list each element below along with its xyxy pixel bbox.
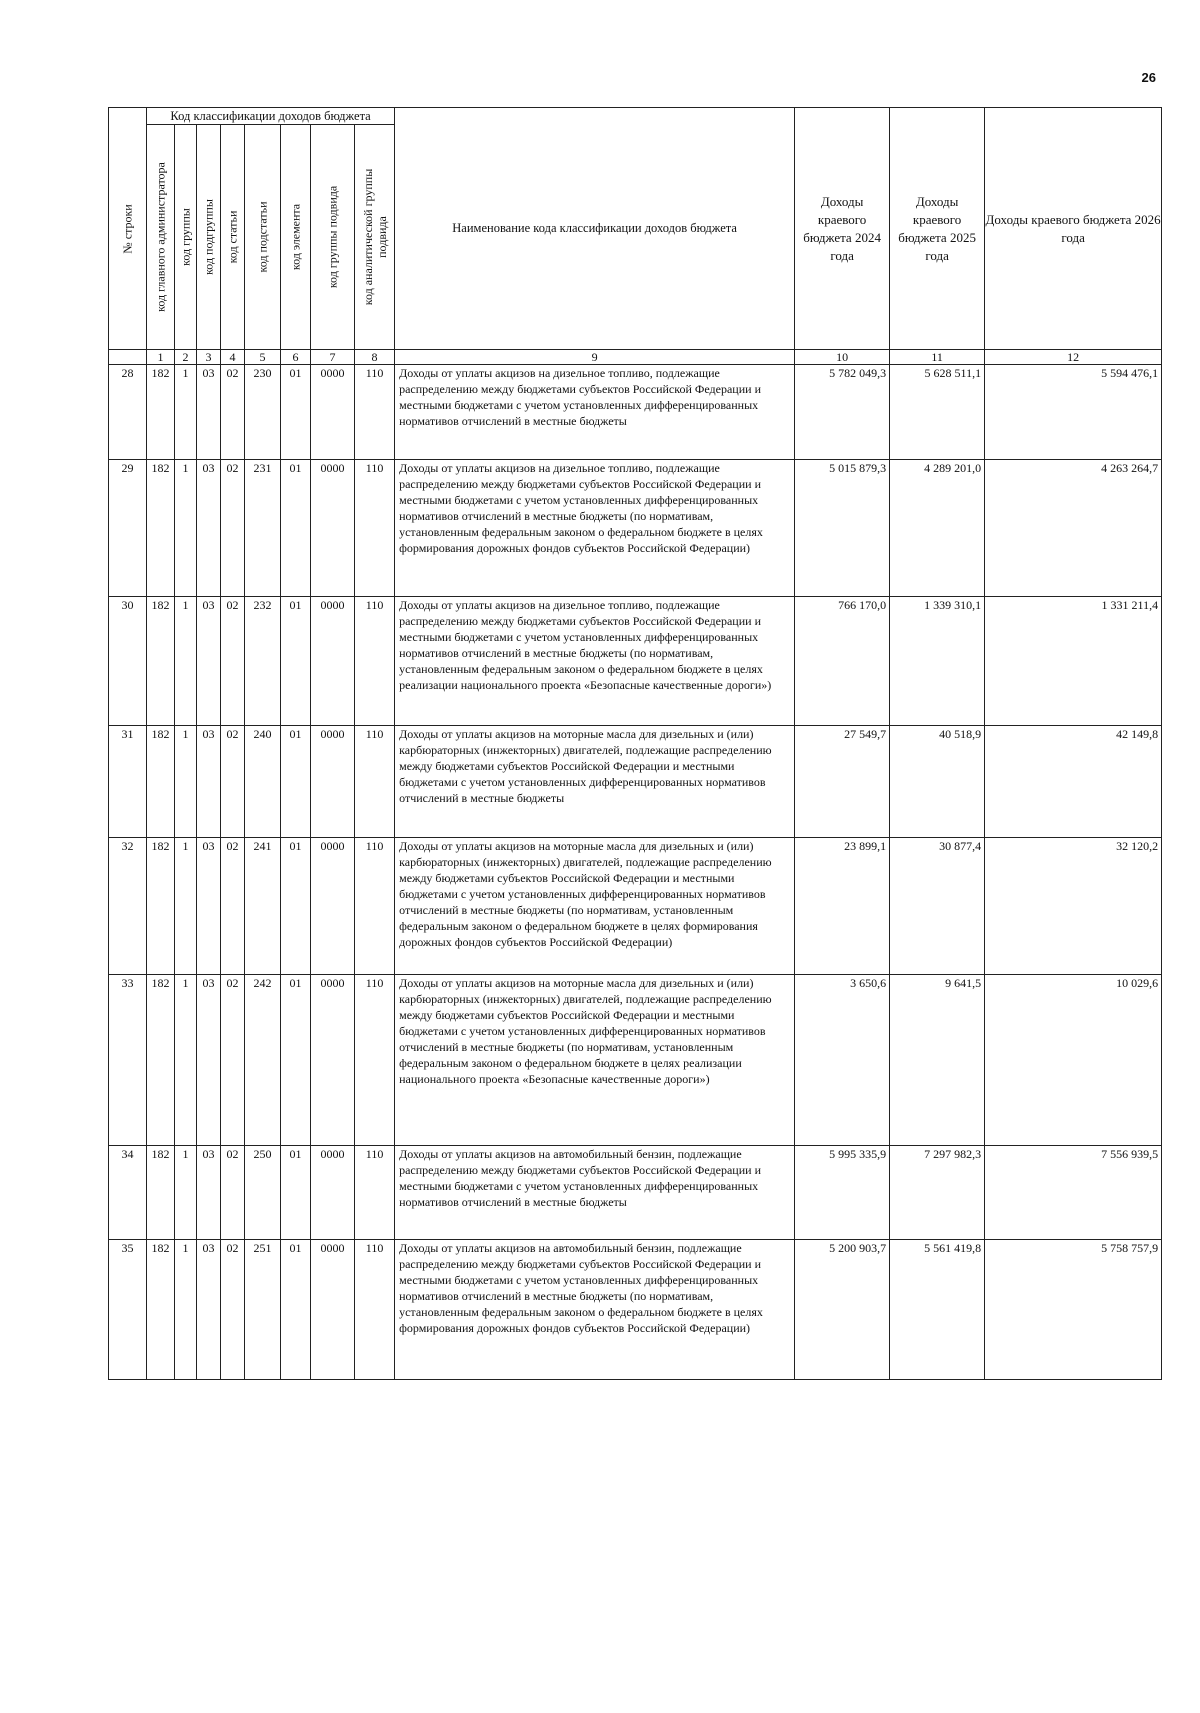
header-year-2024: Доходы краевого бюджета 2024 года <box>795 108 890 350</box>
amount-2026-cell: 7 556 939,5 <box>985 1146 1162 1240</box>
header-code-element: код элемента <box>281 125 311 350</box>
amount-2026-cell: 4 263 264,7 <box>985 460 1162 597</box>
subtype-group-code-cell: 0000 <box>311 726 355 838</box>
element-code-cell: 01 <box>281 1240 311 1380</box>
admin-code-cell: 182 <box>147 1146 175 1240</box>
table-row <box>109 597 1162 726</box>
article-code-cell: 02 <box>221 1240 245 1380</box>
column-number: 12 <box>985 350 1162 365</box>
revenue-name-cell: Доходы от уплаты акцизов на моторные масла для дизельных и (или) карбюраторных (инжекторных) двигателей, подлежащие распределению между бюджетами субъектов Российской Федерации и местными бюджетами с учетом установленных дифференцированных нормативов отчислений в местные бюджеты <box>395 726 795 838</box>
amount-2026-cell: 10 029,6 <box>985 975 1162 1146</box>
element-code-cell: 01 <box>281 726 311 838</box>
subgroup-code-cell: 03 <box>197 1146 221 1240</box>
table-row <box>109 838 1162 975</box>
page-number: 26 <box>1141 70 1156 85</box>
header-code-subarticle: код подстатьи <box>245 125 281 350</box>
row-number-cell: 30 <box>109 597 147 726</box>
table-row <box>109 460 1162 597</box>
admin-code-cell: 182 <box>147 726 175 838</box>
header-classification-group: Код классификации доходов бюджета <box>147 108 395 125</box>
admin-code-cell: 182 <box>147 365 175 460</box>
row-number-cell: 28 <box>109 365 147 460</box>
revenue-name-cell: Доходы от уплаты акцизов на дизельное топливо, подлежащие распределению между бюджетами субъектов Российской Федерации и местными бюджетами с учетом установленных дифференцированных нормативов отчислений в местные бюджеты (по нормативам, установленным федеральным законом о федеральном бюджете в целях реализации национального проекта «Безопасные качественные дороги») <box>395 597 795 726</box>
revenue-name-cell: Доходы от уплаты акцизов на автомобильный бензин, подлежащие распределению между бюджетами субъектов Российской Федерации и местными бюджетами с учетом установленных дифференцированных нормативов отчислений в местные бюджеты (по нормативам, установленным федеральным законом о федеральном бюджете в целях формирования дорожных фондов субъектов Российской Федерации) <box>395 1240 795 1380</box>
subgroup-code-cell: 03 <box>197 365 221 460</box>
header-code-group: код группы <box>175 125 197 350</box>
analytic-group-code-cell: 110 <box>355 838 395 975</box>
article-code-cell: 02 <box>221 365 245 460</box>
article-code-cell: 02 <box>221 726 245 838</box>
row-number-cell: 32 <box>109 838 147 975</box>
subgroup-code-cell: 03 <box>197 1240 221 1380</box>
amount-2024-cell: 766 170,0 <box>795 597 890 726</box>
table-row <box>109 1146 1162 1240</box>
amount-2024-cell: 5 995 335,9 <box>795 1146 890 1240</box>
amount-2025-cell: 40 518,9 <box>890 726 985 838</box>
amount-2024-cell: 5 015 879,3 <box>795 460 890 597</box>
analytic-group-code-cell: 110 <box>355 597 395 726</box>
analytic-group-code-cell: 110 <box>355 1146 395 1240</box>
element-code-cell: 01 <box>281 597 311 726</box>
admin-code-cell: 182 <box>147 838 175 975</box>
column-number: 6 <box>281 350 311 365</box>
subarticle-code-cell: 230 <box>245 365 281 460</box>
amount-2026-cell: 32 120,2 <box>985 838 1162 975</box>
subarticle-code-cell: 240 <box>245 726 281 838</box>
subarticle-code-cell: 231 <box>245 460 281 597</box>
row-number-cell: 31 <box>109 726 147 838</box>
article-code-cell: 02 <box>221 838 245 975</box>
header-code-article: код статьи <box>221 125 245 350</box>
amount-2024-cell: 5 200 903,7 <box>795 1240 890 1380</box>
amount-2025-cell: 30 877,4 <box>890 838 985 975</box>
row-number-cell: 35 <box>109 1240 147 1380</box>
admin-code-cell: 182 <box>147 975 175 1146</box>
column-number-row <box>109 350 1162 365</box>
admin-code-cell: 182 <box>147 597 175 726</box>
amount-2024-cell: 5 782 049,3 <box>795 365 890 460</box>
amount-2025-cell: 4 289 201,0 <box>890 460 985 597</box>
subgroup-code-cell: 03 <box>197 597 221 726</box>
column-number: 8 <box>355 350 395 365</box>
subarticle-code-cell: 251 <box>245 1240 281 1380</box>
element-code-cell: 01 <box>281 460 311 597</box>
amount-2026-cell: 1 331 211,4 <box>985 597 1162 726</box>
amount-2026-cell: 5 594 476,1 <box>985 365 1162 460</box>
table-row <box>109 365 1162 460</box>
subgroup-code-cell: 03 <box>197 726 221 838</box>
amount-2025-cell: 5 561 419,8 <box>890 1240 985 1380</box>
amount-2025-cell: 1 339 310,1 <box>890 597 985 726</box>
subarticle-code-cell: 250 <box>245 1146 281 1240</box>
amount-2025-cell: 5 628 511,1 <box>890 365 985 460</box>
revenue-name-cell: Доходы от уплаты акцизов на дизельное топливо, подлежащие распределению между бюджетами субъектов Российской Федерации и местными бюджетами с учетом установленных дифференцированных нормативов отчислений в местные бюджеты <box>395 365 795 460</box>
subtype-group-code-cell: 0000 <box>311 1146 355 1240</box>
row-number-cell: 34 <box>109 1146 147 1240</box>
column-number <box>109 350 147 365</box>
group-code-cell: 1 <box>175 460 197 597</box>
column-number: 7 <box>311 350 355 365</box>
column-number: 5 <box>245 350 281 365</box>
table-row <box>109 975 1162 1146</box>
subarticle-code-cell: 242 <box>245 975 281 1146</box>
element-code-cell: 01 <box>281 838 311 975</box>
subtype-group-code-cell: 0000 <box>311 838 355 975</box>
subarticle-code-cell: 232 <box>245 597 281 726</box>
header-year-2026: Доходы краевого бюджета 2026 года <box>985 108 1162 350</box>
article-code-cell: 02 <box>221 1146 245 1240</box>
amount-2024-cell: 23 899,1 <box>795 838 890 975</box>
amount-2025-cell: 9 641,5 <box>890 975 985 1146</box>
header-code-subtype-group: код группы подвида <box>311 125 355 350</box>
column-number: 3 <box>197 350 221 365</box>
group-code-cell: 1 <box>175 1240 197 1380</box>
revenue-name-cell: Доходы от уплаты акцизов на дизельное топливо, подлежащие распределению между бюджетами субъектов Российской Федерации и местными бюджетами с учетом установленных дифференцированных нормативов отчислений в местные бюджеты (по нормативам, установленным федеральным законом о федеральном бюджете в целях формирования дорожных фондов субъектов Российской Федерации) <box>395 460 795 597</box>
budget-revenue-table <box>108 107 1162 1380</box>
group-code-cell: 1 <box>175 1146 197 1240</box>
header-code-analytic-group: код аналитической группы подвида <box>355 125 395 350</box>
group-code-cell: 1 <box>175 597 197 726</box>
article-code-cell: 02 <box>221 597 245 726</box>
subarticle-code-cell: 241 <box>245 838 281 975</box>
subtype-group-code-cell: 0000 <box>311 1240 355 1380</box>
row-number-cell: 33 <box>109 975 147 1146</box>
analytic-group-code-cell: 110 <box>355 726 395 838</box>
element-code-cell: 01 <box>281 1146 311 1240</box>
header-row-number: № строки <box>109 108 147 350</box>
article-code-cell: 02 <box>221 975 245 1146</box>
header-code-admin: код главного администратора <box>147 125 175 350</box>
header-year-2025: Доходы краевого бюджета 2025 года <box>890 108 985 350</box>
amount-2026-cell: 5 758 757,9 <box>985 1240 1162 1380</box>
table-row <box>109 726 1162 838</box>
element-code-cell: 01 <box>281 365 311 460</box>
amount-2025-cell: 7 297 982,3 <box>890 1146 985 1240</box>
subgroup-code-cell: 03 <box>197 838 221 975</box>
subtype-group-code-cell: 0000 <box>311 975 355 1146</box>
subgroup-code-cell: 03 <box>197 975 221 1146</box>
amount-2024-cell: 27 549,7 <box>795 726 890 838</box>
column-number: 4 <box>221 350 245 365</box>
subtype-group-code-cell: 0000 <box>311 365 355 460</box>
analytic-group-code-cell: 110 <box>355 365 395 460</box>
amount-2024-cell: 3 650,6 <box>795 975 890 1146</box>
revenue-name-cell: Доходы от уплаты акцизов на автомобильный бензин, подлежащие распределению между бюджетами субъектов Российской Федерации и местными бюджетами с учетом установленных дифференцированных нормативов отчислений в местные бюджеты <box>395 1146 795 1240</box>
amount-2026-cell: 42 149,8 <box>985 726 1162 838</box>
group-code-cell: 1 <box>175 365 197 460</box>
revenue-name-cell: Доходы от уплаты акцизов на моторные масла для дизельных и (или) карбюраторных (инжекторных) двигателей, подлежащие распределению между бюджетами субъектов Российской Федерации и местными бюджетами с учетом установленных дифференцированных нормативов отчислений в местные бюджеты (по нормативам, установленным федеральным законом о федеральном бюджете в целях реализации национального проекта «Безопасные качественные дороги») <box>395 975 795 1146</box>
column-number: 11 <box>890 350 985 365</box>
row-number-cell: 29 <box>109 460 147 597</box>
article-code-cell: 02 <box>221 460 245 597</box>
admin-code-cell: 182 <box>147 1240 175 1380</box>
column-number: 9 <box>395 350 795 365</box>
subtype-group-code-cell: 0000 <box>311 460 355 597</box>
subgroup-code-cell: 03 <box>197 460 221 597</box>
group-code-cell: 1 <box>175 726 197 838</box>
element-code-cell: 01 <box>281 975 311 1146</box>
group-code-cell: 1 <box>175 975 197 1146</box>
analytic-group-code-cell: 110 <box>355 975 395 1146</box>
header-name: Наименование кода классификации доходов бюджета <box>395 108 795 350</box>
admin-code-cell: 182 <box>147 460 175 597</box>
analytic-group-code-cell: 110 <box>355 460 395 597</box>
column-number: 1 <box>147 350 175 365</box>
revenue-name-cell: Доходы от уплаты акцизов на моторные масла для дизельных и (или) карбюраторных (инжекторных) двигателей, подлежащие распределению между бюджетами субъектов Российской Федерации и местными бюджетами с учетом установленных дифференцированных нормативов отчислений в местные бюджеты (по нормативам, установленным федеральным законом о федеральном бюджете в целях формирования дорожных фондов субъектов Российской Федерации) <box>395 838 795 975</box>
analytic-group-code-cell: 110 <box>355 1240 395 1380</box>
group-code-cell: 1 <box>175 838 197 975</box>
column-number: 10 <box>795 350 890 365</box>
table-row <box>109 1240 1162 1380</box>
column-number: 2 <box>175 350 197 365</box>
subtype-group-code-cell: 0000 <box>311 597 355 726</box>
header-code-subgroup: код подгруппы <box>197 125 221 350</box>
